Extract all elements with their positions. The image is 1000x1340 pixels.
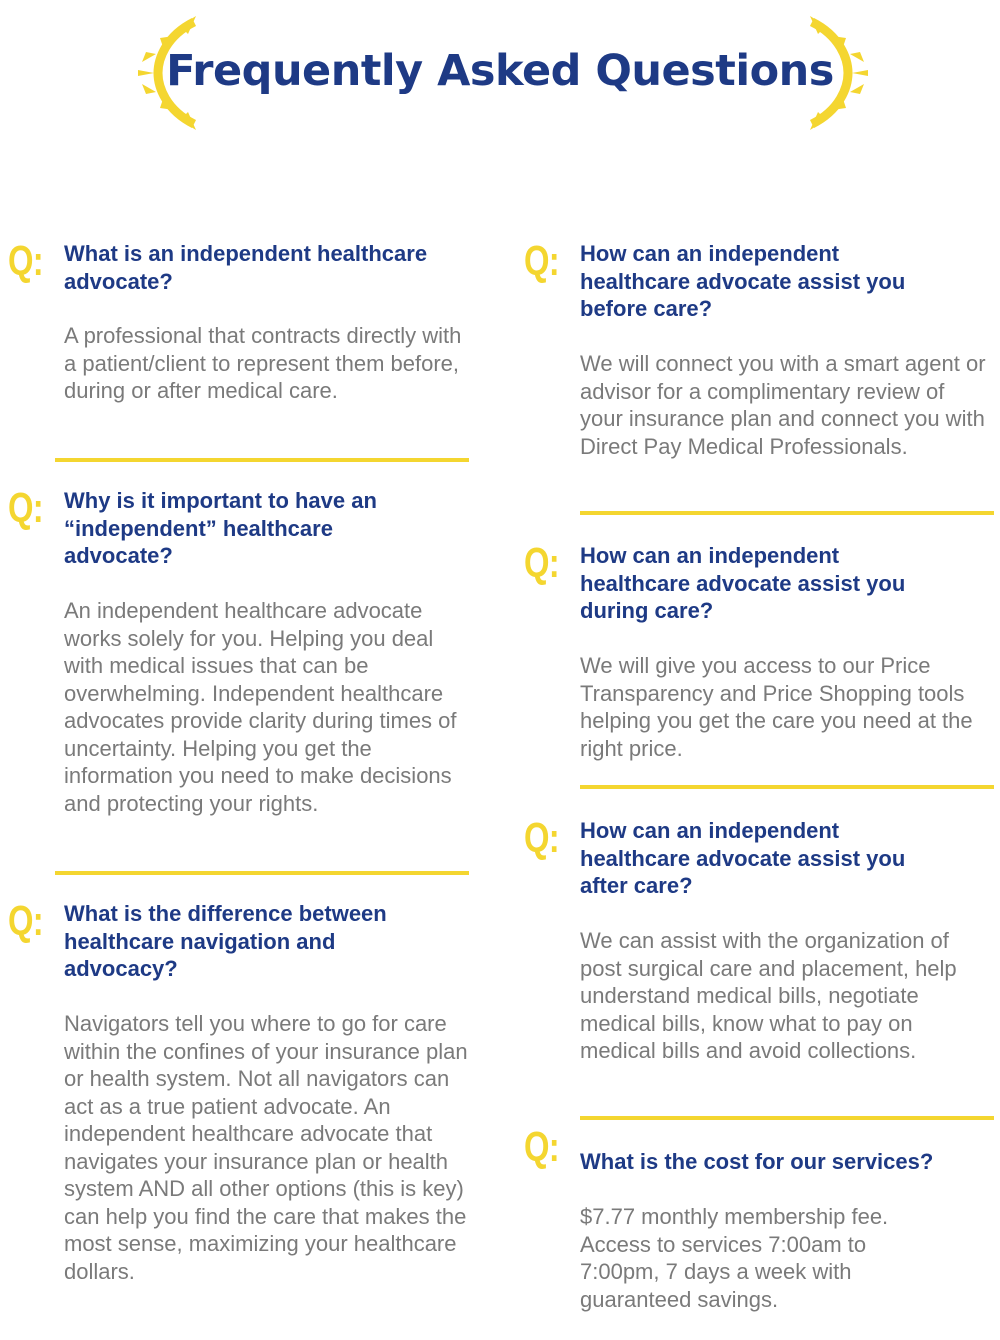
faq-item — [8, 897, 478, 1320]
q-marker: Q: — [8, 897, 43, 944]
faq-question: What is the difference between healthcare navigation and advocacy? — [64, 901, 387, 981]
faq-item — [524, 1123, 994, 1326]
page-title: Frequently Asked Questions — [166, 46, 834, 96]
faq-divider — [55, 871, 469, 875]
sun-burst-right-icon — [800, 14, 870, 132]
faq-answer: $7.77 monthly membership fee. Access to services 7:00am to 7:00pm, 7 days a week with guaranteed savings. — [580, 1204, 889, 1312]
faq-answer: A professional that contracts directly with a patient/client to represent them before, during or after medical care. — [64, 323, 462, 403]
faq-divider — [580, 511, 994, 515]
faq-item — [8, 484, 478, 857]
faq-question: What is the cost for our services? — [580, 1149, 934, 1174]
page-header — [0, 0, 1000, 140]
faq-item — [8, 237, 478, 440]
faq-item — [524, 814, 994, 1107]
faq-divider — [580, 1116, 994, 1120]
faq-answer: We will give you access to our Price Transparency and Price Shopping tools helping you get the care you need at the right price. — [580, 653, 973, 761]
faq-answer: Navigators tell you where to go for care within the confines of your insurance plan or health system. Not all navigators can act as a true patient advocate. An independent healthcare advocate that navigates your insurance plan or health system AND all other options (this is key) can help you find the care that makes the most sense, maximizing your healthcare dollars. — [64, 1011, 468, 1284]
faq-question: What is an independent healthcare advocate? — [64, 241, 428, 294]
faq-question: How can an independent healthcare advocate assist you before care? — [580, 241, 906, 321]
q-marker: Q: — [524, 539, 559, 586]
faq-question: How can an independent healthcare advocate assist you during care? — [580, 543, 906, 623]
faq-answer: We will connect you with a smart agent or advisor for a complimentary review of your insurance plan and connect you with Direct Pay Medical Professionals. — [580, 351, 986, 459]
q-marker: Q: — [8, 484, 43, 531]
q-marker: Q: — [524, 1123, 559, 1170]
faq-divider — [580, 785, 994, 789]
q-marker: Q: — [524, 237, 559, 284]
q-marker: Q: — [8, 237, 43, 284]
q-marker: Q: — [524, 814, 559, 861]
faq-question: How can an independent healthcare advocate assist you after care? — [580, 818, 906, 898]
faq-divider — [55, 458, 469, 462]
faq-item — [524, 539, 994, 772]
faq-item — [524, 237, 994, 500]
faq-answer: An independent healthcare advocate works solely for you. Helping you deal with medical issues that can be overwhelming. Independent healthcare advocates provide clarity during times of uncertainty. Helping you get the information you need to make decisions and protecting your rights. — [64, 598, 457, 816]
faq-question: Why is it important to have an “independent” healthcare advocate? — [64, 488, 377, 568]
faq-answer: We can assist with the organization of post surgical care and placement, help understand medical bills, negotiate medical bills, know what to pay on medical bills and avoid collections. — [580, 928, 957, 1063]
